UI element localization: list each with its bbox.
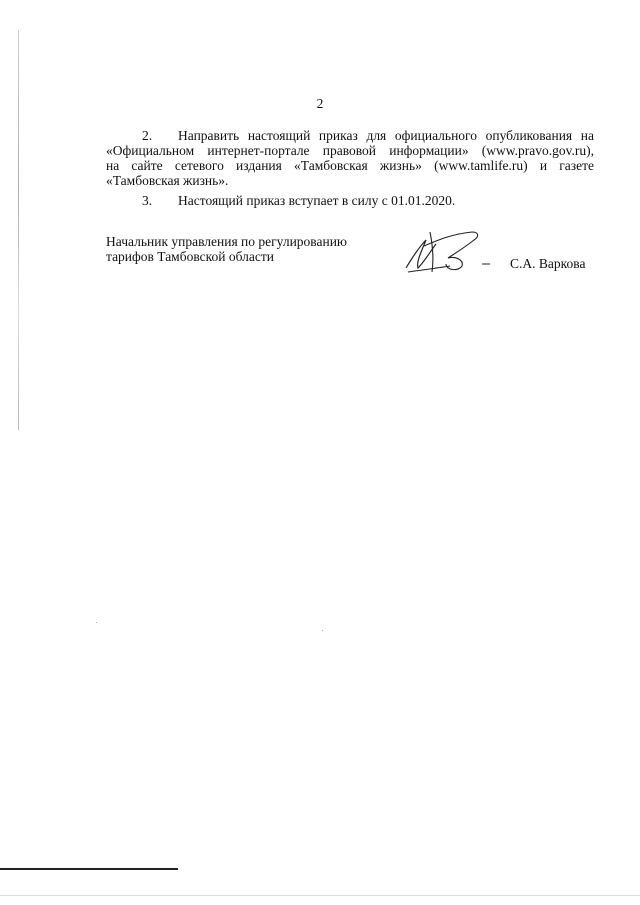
paragraph-line: на сайте сетевого издания «Тамбовская жизнь» (www.tamlife.ru) и газете xyxy=(106,158,594,173)
scan-edge-left xyxy=(18,30,19,430)
handwritten-signature-icon xyxy=(402,228,494,276)
scan-edge-bottom-faint xyxy=(0,895,640,896)
item-number: 3. xyxy=(142,193,153,208)
paragraph-item-2 xyxy=(106,128,594,188)
scan-speck xyxy=(322,630,323,631)
page-number: 2 xyxy=(316,96,324,111)
item-number: 2. xyxy=(142,128,153,143)
paragraph-line-text: Настоящий приказ вступает в силу с 01.01.2020. xyxy=(178,193,456,208)
paragraph-line xyxy=(106,193,594,208)
paragraph-line-text: Направить настоящий приказ для официального опубликования на xyxy=(178,128,594,143)
position-line-1: Начальник управления по регулированию xyxy=(106,234,348,249)
paragraph-line: «Тамбовская жизнь». xyxy=(106,173,229,188)
paragraph-item-3 xyxy=(106,193,594,208)
signer-name: С.А. Варкова xyxy=(510,256,586,271)
scan-speck xyxy=(96,622,97,623)
scan-edge-bottom xyxy=(0,868,178,870)
position-line-2: тарифов Тамбовской области xyxy=(106,249,274,264)
signatory-position xyxy=(106,234,376,264)
paragraph-line: «Официальном интернет-портале правовой информации» (www.pravo.gov.ru), xyxy=(106,143,594,158)
paragraph-line xyxy=(106,128,594,143)
